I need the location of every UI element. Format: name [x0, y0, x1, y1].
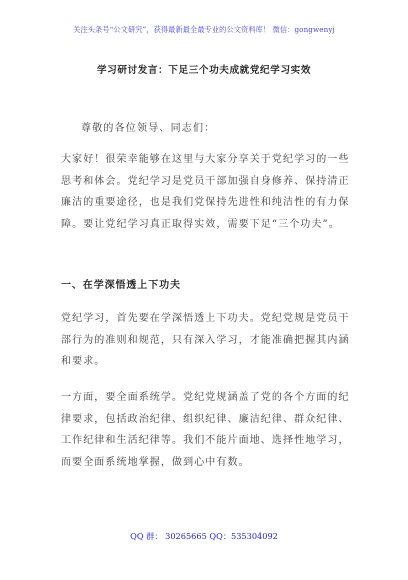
document-title: 学习研讨发言：下足三个功夫成就党纪学习实效: [96, 65, 312, 76]
section-heading: 一、在学深悟透上下功夫: [61, 280, 181, 291]
footer-contact: QQ 群： 30265665 QQ：535304092: [130, 531, 278, 541]
section-paragraph: 一方面，要全面系统学。党纪党规涵盖了党的各个方面的纪律要求，包括政治纪律、组织纪律、廉洁纪律、群众纪律、工作纪律和生活纪律等。我们不能片面地、选择性地学习，而要全面系统地掌握，做到心中有数。: [61, 392, 350, 468]
salutation: 尊敬的各位领导、同志们：: [81, 123, 216, 134]
header-banner: 关注头条号“公文研究”，获得最新最全最专业的公文资料库！ 微信：gongwenyj: [73, 25, 335, 34]
section-paragraph: 党纪学习，首先要在学深悟透上下功夫。党纪党规是党员干部行为的准则和规范，只有深入学习，才能准确把握其内涵和要求。: [61, 313, 350, 367]
intro-paragraph: 大家好！很荣幸能够在这里与大家分享关于党纪学习的一些思考和体会。党纪学习是党员干部加强自身修养、保持清正廉洁的重要途径，也是我们党保持先进性和纯洁性的有力保障。要让党纪学习真正取得实效，需要下足“三个功夫”。: [61, 154, 350, 230]
